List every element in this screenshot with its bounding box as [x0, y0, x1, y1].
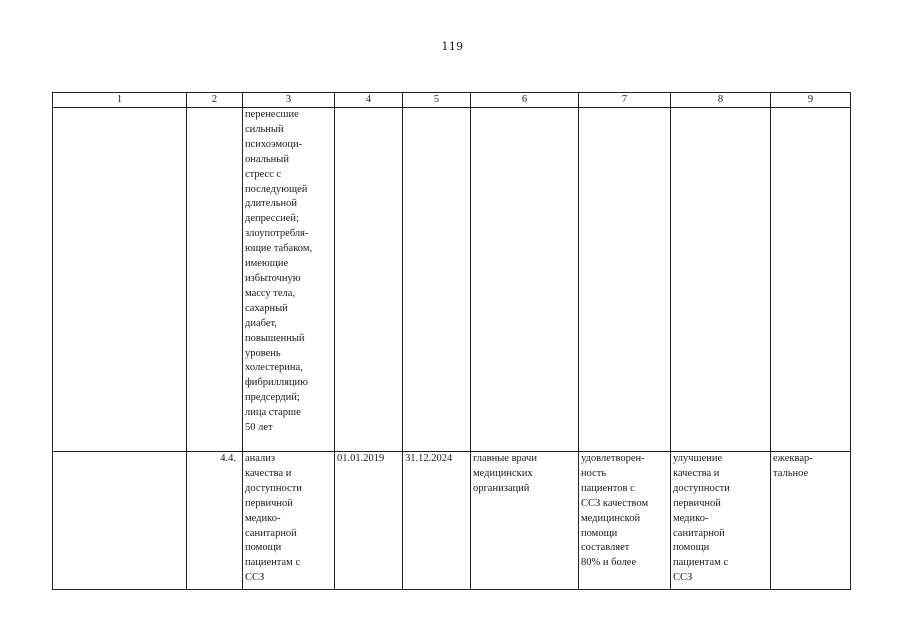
column-number-1: 1 [53, 93, 187, 108]
row1-end-date [403, 108, 471, 452]
row2-start-date: 01.01.2019 [335, 452, 403, 590]
row1-result [671, 108, 771, 452]
column-number-3: 3 [243, 93, 335, 108]
row2-item-number: 4.4. [187, 452, 243, 590]
column-number-4: 4 [335, 93, 403, 108]
row2-responsible: главные врачи медицинских организаций [471, 452, 579, 590]
column-number-9: 9 [771, 93, 851, 108]
row2-col1 [53, 452, 187, 590]
row1-periodicity [771, 108, 851, 452]
row1-start-date [335, 108, 403, 452]
row2-periodicity: ежеквар- тальное [771, 452, 851, 590]
column-number-7: 7 [579, 93, 671, 108]
row1-col1 [53, 108, 187, 452]
page-number: 119 [441, 40, 464, 53]
document-table [52, 92, 851, 590]
row2-result: улучшение качества и доступности первичной медико- санитарной помощи пациентам с ССЗ [671, 452, 771, 590]
column-number-8: 8 [671, 93, 771, 108]
row1-item-number [187, 108, 243, 452]
table-header-row [53, 93, 851, 108]
row1-responsible [471, 108, 579, 452]
row1-description: перенесшие сильный психоэмоци- ональный стресс с последующей длительной депрессией; злоупотребля- ющие табаком, имеющие избыточную массу тела, сахарный диабет, повышенный уровень холестерина, фибрилляцию предсердий; лица старше 50 лет [243, 108, 335, 452]
row2-description: анализ качества и доступности первичной медико- санитарной помощи пациентам с ССЗ [243, 452, 335, 590]
column-number-6: 6 [471, 93, 579, 108]
row2-end-date: 31.12.2024 [403, 452, 471, 590]
column-number-5: 5 [403, 93, 471, 108]
table-row [53, 452, 851, 590]
column-number-2: 2 [187, 93, 243, 108]
row1-indicator [579, 108, 671, 452]
row2-indicator: удовлетворен- ность пациентов с ССЗ качеством медицинской помощи составляет 80% и более [579, 452, 671, 590]
table-row [53, 108, 851, 452]
